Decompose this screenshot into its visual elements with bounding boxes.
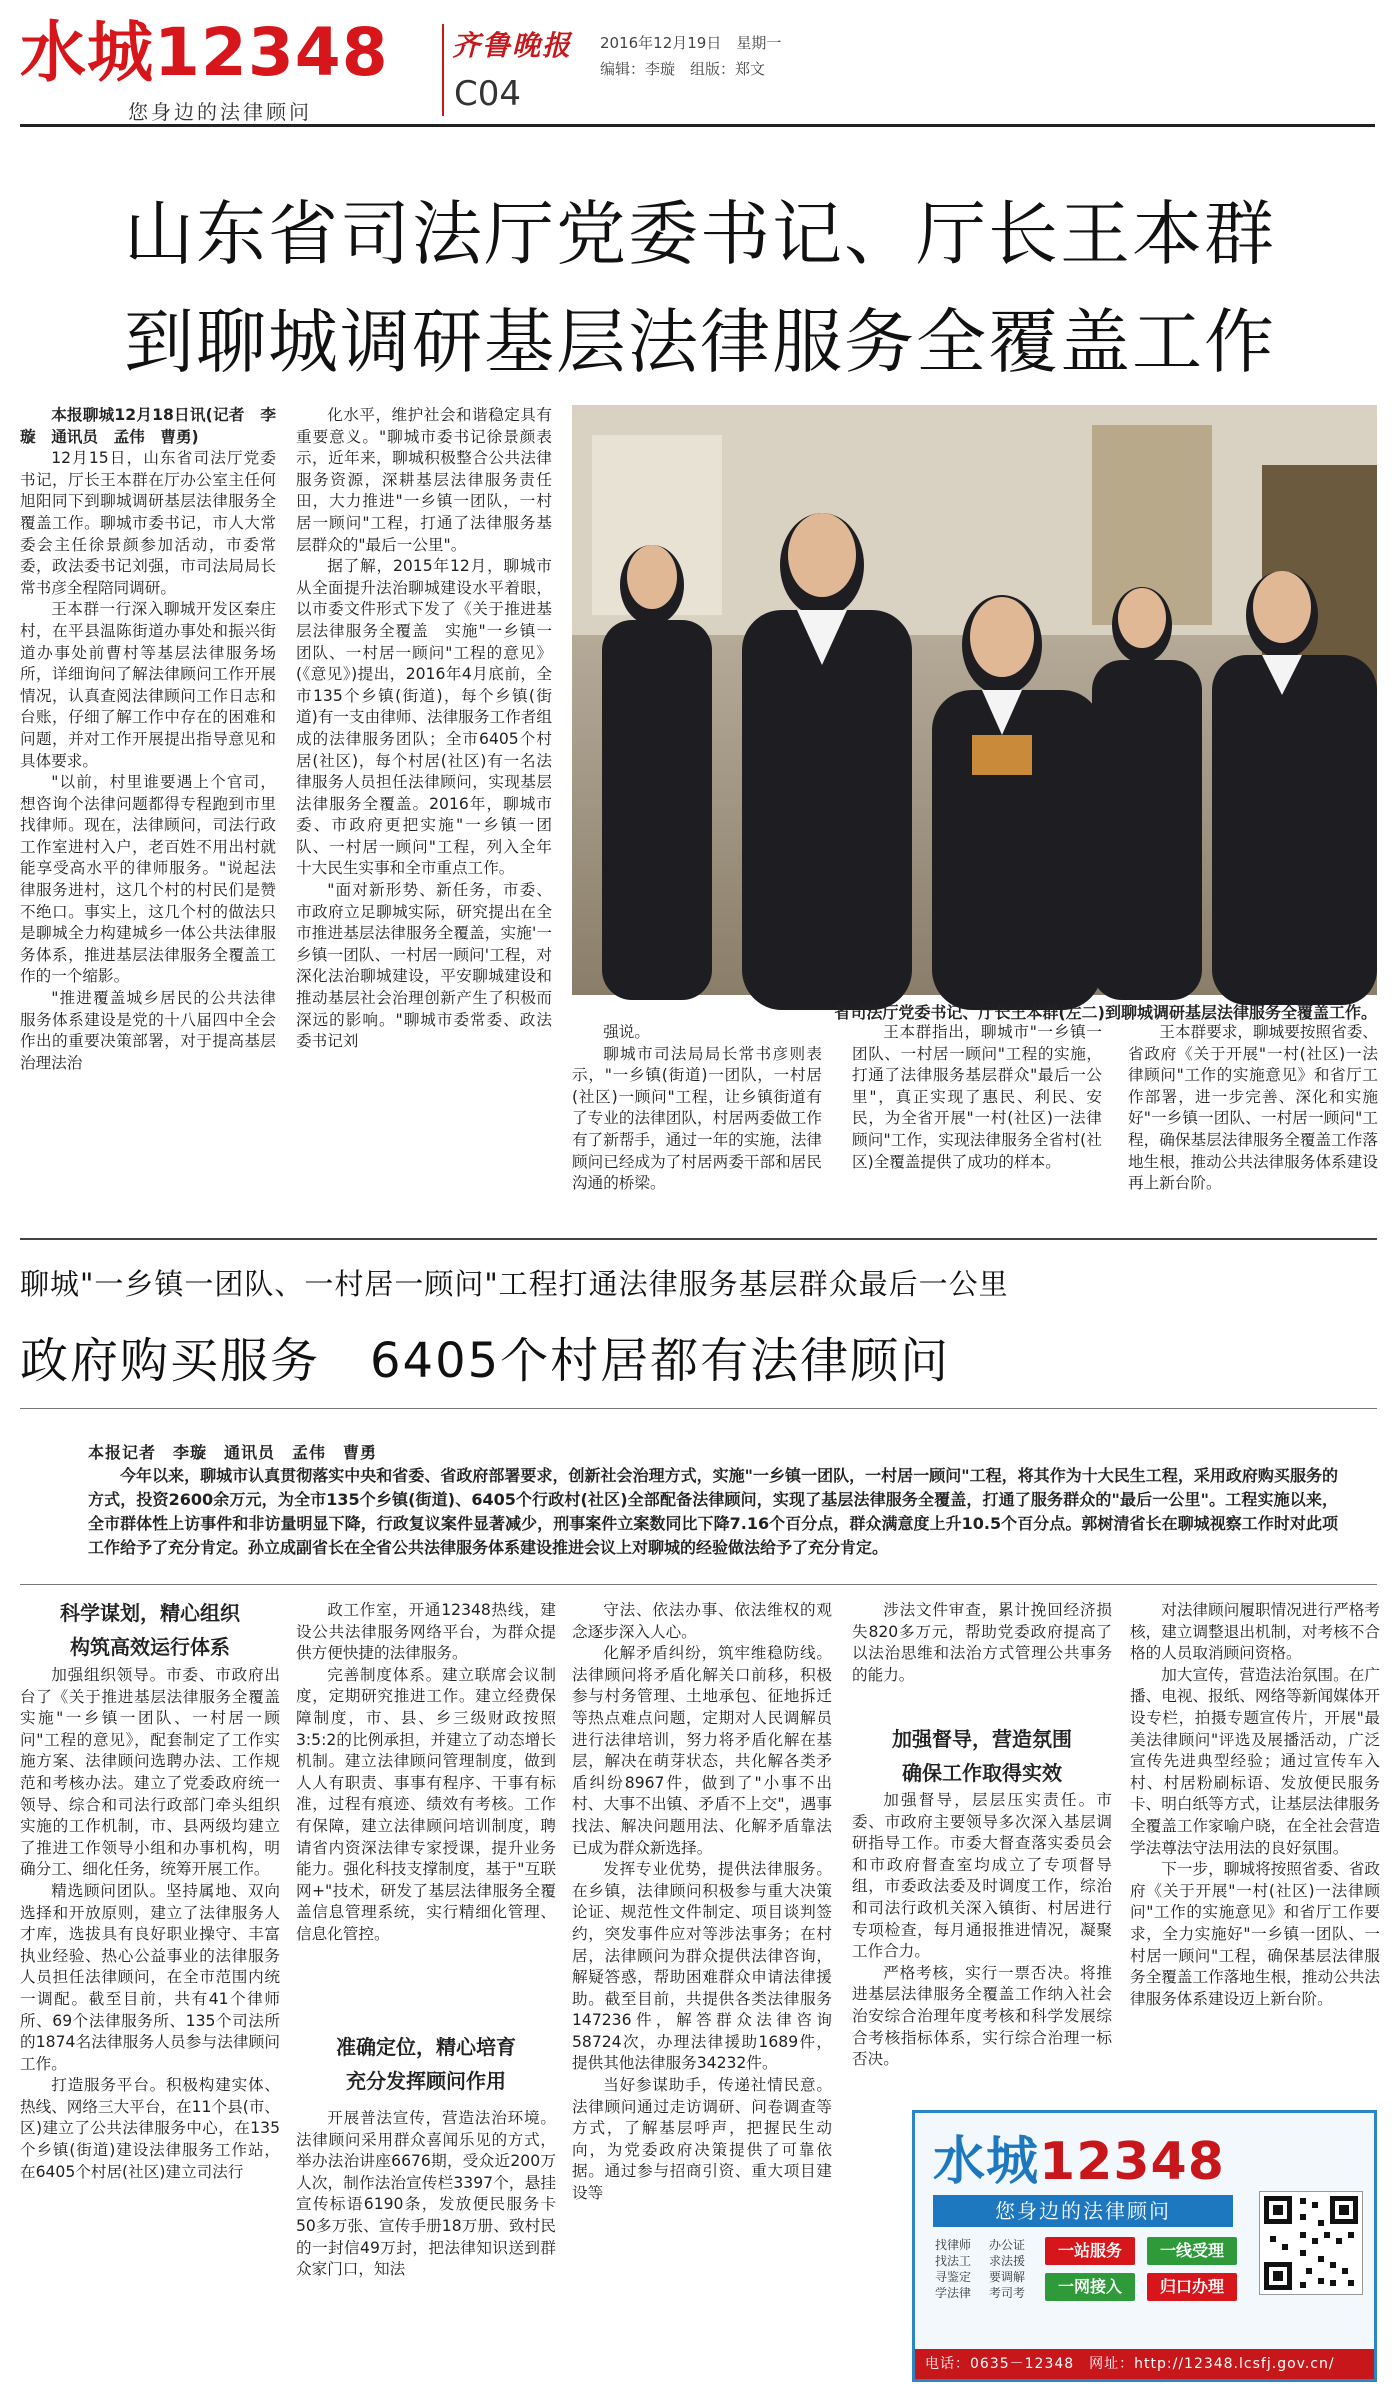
paragraph: 下一步，聊城将按照省委、省政府《关于开展"一村(社区)一法律顾问"工作的实施意见》和省厅工作要求，全力实施好"一乡镇一团队、一村居一顾问"工程，确保基层法律服务全覆盖工作落地生根，推动公共法律服务体系建设迈上新台阶。 xyxy=(1130,1860,1380,2008)
headline-divider xyxy=(20,1408,1377,1409)
paragraph: 王本群要求，聊城要按照省委、省政府《关于开展"一村(社区)一法律顾问"工作的实施意见》和省厅工作部署，进一步完善、深化和实施好"一乡镇一团队、一村居一顾问"工程，确保基层法律服务全覆盖工作落地生根，推动公共法律服务体系建设再上新台阶。 xyxy=(1128,1023,1378,1193)
section-heading-2 xyxy=(296,2030,556,2098)
paragraph: 加强组织领导。市委、市政府出台了《关于推进基层法律服务全覆盖 实施"一乡镇一团队、一村居一顾问"工程的意见》，配套制定了工作实施方案、法律顾问选聘办法、工作规范和考核办法。建立了党委政府统一领导、综合和司法行政部门牵头组织实施的工作机制，市、县两级均建立了推进工作领导小组和办事机构，明确分工、细化任务，统筹开展工作。 xyxy=(20,1666,296,1879)
paragraph: 对法律顾问履职情况进行严格考核，建立调整退出机制，对考核不合格的人员取消顾问资格。 xyxy=(1130,1601,1380,1663)
paragraph: 政工作室，开通12348热线，建设公共法律服务网络平台，为群众提供方便快捷的法律服务。 xyxy=(296,1601,556,1663)
headline-line-1: 山东省司法厅党委书记、厅长王本群 xyxy=(124,193,1276,275)
paragraph: 涉法文件审查，累计挽回经济损失820多万元，帮助党委政府提高了以法治思维和法治方式管理公共事务的能力。 xyxy=(852,1601,1112,1684)
paragraph: 王本群指出，聊城市"一乡镇一团队、一村居一顾问"工程的实施，打通了法律服务基层群众"最后一公里"，真正实现了惠民、利民、安民，为全省开展"一村(社区)一法律顾问"工作，实现法律服务全省村(社区)全覆盖提供了成功的样本。 xyxy=(852,1023,1102,1171)
ad-badge-one-stop: 一站服务 xyxy=(1045,2237,1135,2265)
ad-service-item: 办公证 xyxy=(989,2238,1026,2252)
section-heading-2-line-2: 充分发挥顾问作用 xyxy=(346,2069,506,2093)
header-divider xyxy=(442,24,444,116)
ad-services-left xyxy=(935,2237,971,2301)
brand-block xyxy=(20,10,440,124)
paragraph: 化水平，维护社会和谐稳定具有重要意义。"聊城市委书记徐景颜表示，近年来，聊城积极整合公共法律服务资源，深耕基层法律服务责任田，大力推进"一乡镇一团队，一村居一顾问"工程，打通了法律服务基层群众的"最后一公里"。 xyxy=(296,406,552,554)
paragraph: 开展普法宣传，营造法治环境。法律顾问采用群众喜闻乐见的方式，举办法治讲座6676期，受众近200万人次，制作法治宣传栏3397个，悬挂宣传标语6190条，发放便民服务卡50多万张、宣传手册18万册、致村民的一封信49万封，把法律知识送到群众家门口，知法 xyxy=(296,2109,556,2279)
newspaper-logo: 齐鲁晚报 xyxy=(452,29,573,62)
headline-line-2: 到聊城调研基层法律服务全覆盖工作 xyxy=(124,301,1276,383)
section-heading-1-line-1: 科学谋划，精心组织 xyxy=(60,1601,240,1625)
article2-subheadline: 聊城"一乡镇一团队、一村居一顾问"工程打通法律服务基层群众最后一公里 xyxy=(20,1267,1009,1301)
article2-byline: 本报记者 李璇 通讯员 孟伟 曹勇 xyxy=(88,1443,378,1462)
section-heading-2-line-1: 准确定位，精心培育 xyxy=(336,2035,516,2059)
paragraph: 当好参谋助手，传递社情民意。法律顾问通过走访调研、问卷调查等方式，了解基层呼声，把握民生动向，为党委政府决策提供了可靠依据。通过参与招商引资、重大项目建设等 xyxy=(572,2076,832,2203)
article2-column-2b xyxy=(296,2108,556,2388)
article1-byline: 本报聊城12月18日讯(记者 李璇 通讯员 孟伟 曹勇) xyxy=(20,406,276,446)
ad-service-item: 考司考 xyxy=(989,2286,1026,2300)
section-divider xyxy=(20,1238,1377,1240)
section-heading-1 xyxy=(20,1596,280,1664)
section-heading-3 xyxy=(852,1722,1112,1790)
ad-service-item: 要调解 xyxy=(989,2270,1026,2284)
article2-lead: 今年以来，聊城市认真贯彻落实中央和省委、省政府部署要求，创新社会治理方式，实施"一乡镇一团队，一村居一顾问"工程，将其作为十大民生工程，采用政府购买服务的方式，投资2600余万元，为全市135个乡镇(街道)、6405个行政村(社区)全部配备法律顾问，实现了基层法律服务全覆盖，打通了服务群众的"最后一公里"。工程实施以来，全市群体性上访事件和非访量明显下降，行政复议案件显著减少，刑事案件立案数同比下降7.16个百分点，群众满意度上升10.5个百分点。郭树清省长在聊城视察工作时对此项工作给予了充分肯定。孙立成副省长在全省公共法律服务体系建设推进会议上对聊城的经验做法给予了充分肯定。 xyxy=(88,1466,1338,1557)
brand-title: 水城12348 xyxy=(20,14,389,91)
qr-code-icon xyxy=(1259,2191,1363,2295)
paragraph: 加大宣传，营造法治氛围。在广播、电视、报纸、网络等新闻媒体开设专栏，拍摄专题宣传片，开展"最美法律顾问"评选及展播活动，广泛宣传先进典型经验；通过宣传车入村、村居粉刷标语、发放便民服务卡、明白纸等方式，让基层法律服务全覆盖工作家喻户晓，在全社会营造学法尊法守法用法的良好氛围。 xyxy=(1130,1665,1380,1857)
paragraph: 化解矛盾纠纷，筑牢维稳防线。法律顾问将矛盾化解关口前移，积极参与村务管理、土地承包、征地拆迁等热点难点问题，定期对人民调解员进行法律培训，努力将矛盾化解在基层，解决在萌芽状态，共化解各类矛盾纠纷8967件，做到了"小事不出村、大事不出镇、矛盾不上交"，遇事找法、解决问题用法、化解矛盾靠法已成为群众新选择。 xyxy=(572,1644,832,1857)
news-photo xyxy=(572,405,1377,995)
ad-service-item: 找法工 xyxy=(935,2254,972,2268)
article2-column-1 xyxy=(20,1665,296,2385)
ad-services-right xyxy=(989,2237,1025,2301)
paragraph: 强说。 xyxy=(603,1023,650,1041)
section-heading-1-line-2: 构筑高效运行体系 xyxy=(70,1635,230,1659)
lead-divider xyxy=(20,1584,1377,1585)
ad-contact-footer: 电话：0635－12348 网址：http://12348.lcsfj.gov.cn/ xyxy=(915,2349,1374,2379)
ad-service-item: 寻鉴定 xyxy=(935,2270,972,2284)
photo-caption: 省司法厅党委书记、厅长王本群(左二)到聊城调研基层法律服务全覆盖工作。 xyxy=(834,1003,1377,1022)
ad-service-item: 找律师 xyxy=(935,2238,972,2252)
section-heading-3-line-1: 加强督导，营造氛围 xyxy=(892,1727,1072,1751)
ad-title xyxy=(933,2119,1225,2194)
date-line: 2016年12月19日 星期一 xyxy=(600,34,782,52)
masthead-rule xyxy=(20,124,1375,127)
paragraph: 精选顾问团队。坚持属地、双向选择和开放原则，建立了法律服务人才库，选拔具有良好职业操守、丰富执业经验、热心公益事业的法律服务人员担任法律顾问，在全市范围内统一调配。截至目前，共有41个律师所、69个法律服务所、135个司法所的1874名法律服务人员参与法律顾问工作。 xyxy=(20,1881,280,2073)
section-heading-3-line-2: 确保工作取得实效 xyxy=(902,1761,1062,1785)
paragraph: 据了解，2015年12月，聊城市从全面提升法治聊城建设水平着眼，以市委文件形式下发了《关于推进基层法律服务全覆盖 实施"一乡镇一团队、一村居一顾问"工程的意见》(《意见》)提出，2016年4月底前，全市135个乡镇(街道)，每个乡镇(街道)有一支由律师、法律服务工作者组成的法律服务团队；全市6405个村居(社区)，每个村居(社区)有一名法律服务人员担任法律顾问，实现基层法律服务全覆盖。2016年，聊城市委、市政府更把实施"一乡镇一团队、一村居一顾问"工程，列入全年十大民生实事和全市重点工作。 xyxy=(296,557,552,878)
ad-service-item: 求法援 xyxy=(989,2254,1026,2268)
paragraph: "推进覆盖城乡居民的公共法律服务体系建设是党的十八届四中全会作出的重要决策部署，对于提高基层治理法治 xyxy=(20,989,276,1072)
brand-subtitle: 您身边的法律顾问 xyxy=(128,100,312,124)
ad-badge-one-net: 一网接入 xyxy=(1045,2273,1135,2301)
main-headline xyxy=(20,180,1380,396)
page-code: C04 xyxy=(454,74,522,114)
paragraph: 完善制度体系。建立联席会议制度，定期研究推进工作。建立经费保障制度，市、县、乡三级财政按照3:5:2的比例承担，并建立了动态增长机制。建立法律顾问管理制度，做到人人有职责、事事有程序、干事有标准，过程有痕迹、绩效有考核。工作有保障，建立法律顾问培训制度，聘请省内资深法律专家授课，提升业务能力。强化科技支撑制度，基于"互联网+"技术，研发了基层法律服务全覆盖信息管理系统，实行精细化管理、信息化管控。 xyxy=(296,1665,556,1943)
paragraph: 加强督导，层层压实责任。市委、市政府主要领导多次深入基层调研指导工作。市委大督查落实委员会和市政府督查室均成立了专项督导组，市委政法委及时调度工作，综治和司法行政机关深入镇街、村居进行专项检查，每月通报推进情况，凝聚工作合力。 xyxy=(852,1791,1112,1961)
article2-column-2 xyxy=(296,1600,556,2020)
article2-column-5 xyxy=(1130,1600,1380,2040)
paragraph: 发挥专业优势，提供法律服务。在乡镇，法律顾问积极参与重大决策论证、规范性文件制定、项目谈判签约，突发事件应对等涉法事务；在村居，法律顾问为群众提供法律咨询，解疑答惑，帮助困难群众申请法律援助。截至目前，共提供各类法律服务147236件，解答群众法律咨询58724次，办理法律援助1689件，提供其他法律服务34232件。 xyxy=(572,1860,832,2073)
editor-line: 编辑：李璇 组版：郑文 xyxy=(600,60,766,78)
hotline-advertisement xyxy=(912,2110,1377,2382)
ad-badge-routing: 归口办理 xyxy=(1147,2273,1237,2301)
paragraph: 12月15日，山东省司法厅党委书记，厅长王本群在厅办公室主任何旭阳同下到聊城调研基层法律服务全覆盖工作。聊城市委书记，市人大常委会主任徐景颜参加活动，市委常委，政法委书记刘强，市司法局局长常书彦全程陪同调研。 xyxy=(20,449,276,597)
news-photo-illustration xyxy=(572,405,1377,995)
paragraph: "面对新形势、新任务，市委、市政府立足聊城实际，研究提出在全市推进基层法律服务全覆盖，实施'一乡镇一团队、一村居一顾问'工程，对深化法治聊城建设，平安聊城建设和推动基层社会治理创新产生了积极而深远的影响。"聊城市委常委、政法委书记刘 xyxy=(296,881,552,1051)
paragraph: 王本群一行深入聊城开发区秦庄村，在平县温陈街道办事处和振兴街道办事处前曹村等基层法律服务场所，详细询问了解法律顾问工作开展情况，认真查阅法律顾问工作日志和台账，仔细了解工作中存在的困难和问题，并对工作开展提出指导意见和具体要求。 xyxy=(20,600,276,770)
masthead xyxy=(20,10,1375,128)
paragraph: 守法、依法办事、依法维权的观念逐步深入人心。 xyxy=(572,1601,832,1641)
paragraph: 打造服务平台。积极构建实体、热线、网络三大平台，在11个县(市、区)建立了公共法律服务中心，在135个乡镇(街道)建设法律服务工作站，在6405个村居(社区)建立司法行 xyxy=(20,2076,280,2181)
ad-title-text: 水城 xyxy=(933,2132,1040,2192)
ad-service-item: 学法律 xyxy=(935,2286,972,2300)
article2-column-4 xyxy=(852,1600,1112,1725)
ad-slogan: 您身边的法律顾问 xyxy=(933,2195,1233,2227)
paragraph: 聊城市司法局局长常书彦则表示，"一乡镇(街道)一团队，一村居(社区)一顾问"工程，让乡镇街道有了专业的法律团队，村居两委做工作有了新帮手，通过一年的实施，法律顾问已经成为了村居两委干部和居民沟通的桥梁。 xyxy=(572,1044,822,1193)
ad-title-number: 12348 xyxy=(1039,2132,1225,2192)
paragraph: 严格考核，实行一票否决。将推进基层法律服务全覆盖工作纳入社会治安综合治理年度考核和科学发展综合考核指标体系，实行综合治理一标否决。 xyxy=(852,1963,1112,2069)
ad-badge-one-line: 一线受理 xyxy=(1147,2237,1237,2265)
article2-headline: 政府购买服务 6405个村居都有法律顾问 xyxy=(20,1333,951,1389)
paragraph: "以前，村里谁要遇上个官司，想咨询个法律问题都得专程跑到市里找律师。现在，法律顾问，司法行政工作室进村入户，老百姓不用出村就能享受高水平的律师服务。"说起法律服务进村，这几个村的村民们是赞不绝口。事实上，这几个村的做法只是聊城全力构建城乡一体公共法律服务体系，推进基层法律服务全覆盖工作的一个缩影。 xyxy=(20,773,276,986)
article2-column-3 xyxy=(572,1600,832,2390)
